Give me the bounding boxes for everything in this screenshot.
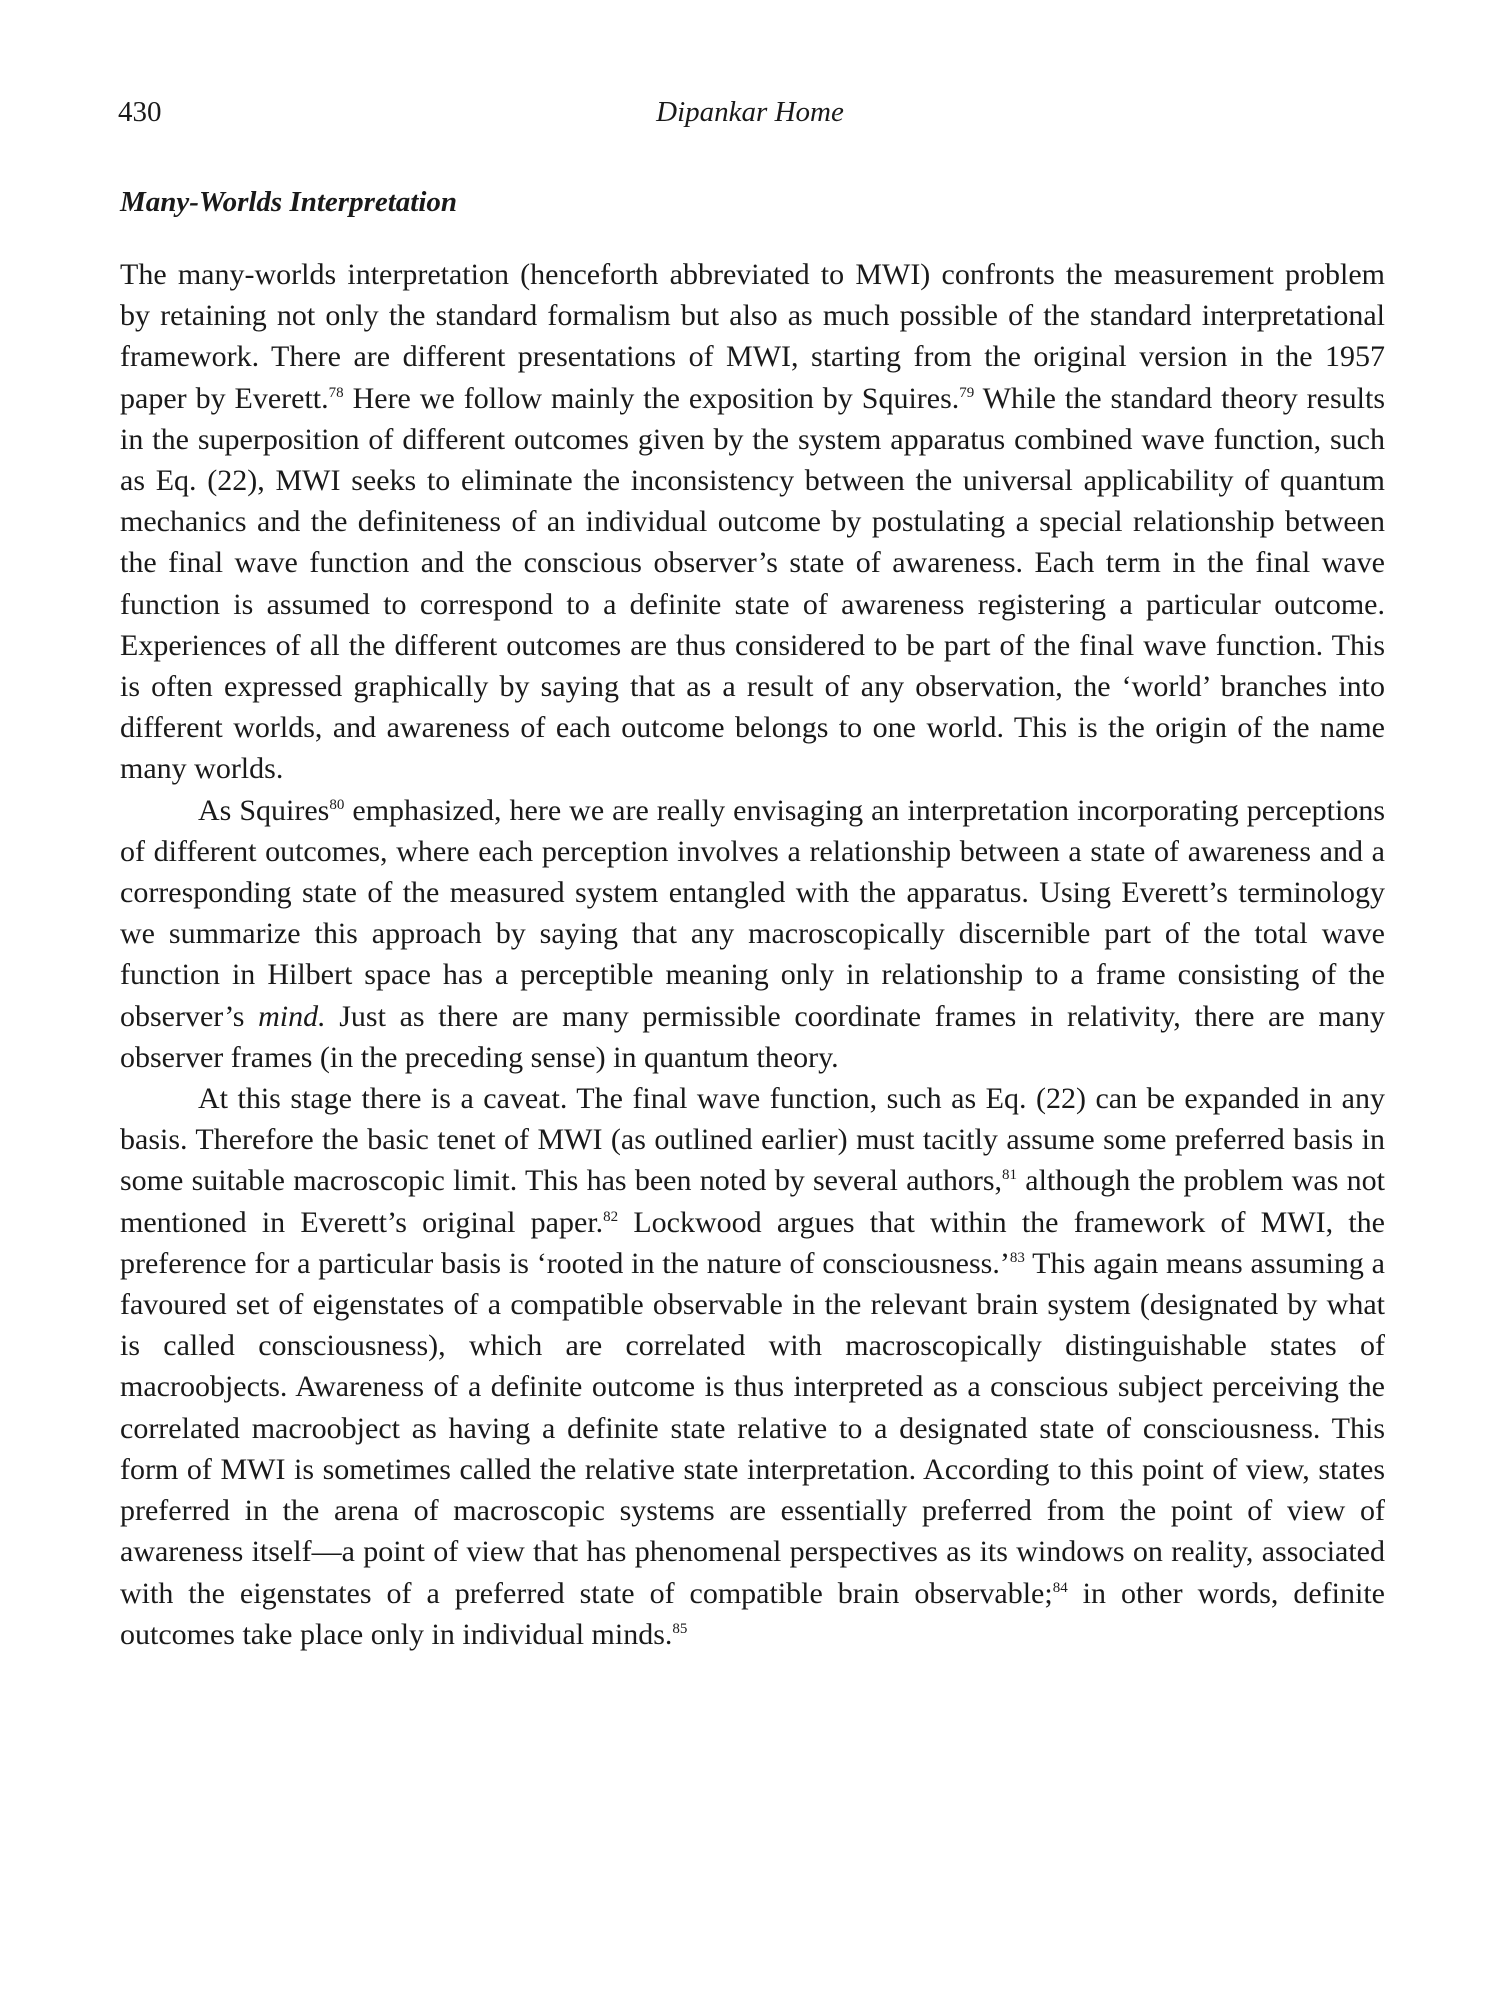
running-title: Dipankar Home	[656, 96, 844, 128]
footnote-ref-81: 81	[1002, 1167, 1018, 1184]
text-run: While the standard theory results in the superposition of different outcomes given by the system apparatus combined wave function, such as Eq. (22), MWI seeks to eliminate the inconsistency between the universal applicability of quantum mechanics and the definiteness of an individual outcome by postulating a special relationship between the final wave function and the conscious observer’s state of awareness. Each term in the final wave function is assumed to correspond to a definite state of awareness registering a particular outcome. Experiences of all the different outcomes are thus considered to be part of the final wave function. This is often expressed graphically by saying that as a result of any observation, the ‘world’ branches into different worlds, and awareness of each outcome belongs to one world. This is the origin of the name many worlds.	[120, 381, 1385, 786]
body-text	[120, 254, 1385, 1655]
footnote-ref-78: 78	[328, 384, 344, 401]
text-run: Just as there are many permissible coordinate frames in relativity, there are many observer frames (in the preceding sense) in quantum theory.	[120, 999, 1385, 1074]
text-run: At this stage there is a caveat. The final wave function, such as Eq. (22) can be expanded in any basis. Therefore the basic tenet of MWI (as outlined earlier) must tacitly assume some preferred basis in some suitable macroscopic limit. This has been noted by several authors,	[120, 1082, 1385, 1198]
running-head	[118, 96, 1382, 136]
text-run: As Squires	[198, 793, 330, 827]
emphasis-mind: mind.	[258, 999, 326, 1033]
text-run: The many-worlds interpretation (henceforth abbreviated to MWI) confronts the measurement problem by retaining not only the standard formalism but also as much possible of the standard interpretational framework. There are different presentations of MWI, starting from the original version in the 1957 paper by Everett.	[120, 258, 1385, 415]
footnote-ref-85: 85	[672, 1620, 688, 1637]
text-run: Here we follow mainly the exposition by Squires.	[343, 381, 960, 415]
text-run: Lockwood argues that within the framework of MWI, the preference for a particular basis is ‘rooted in the nature of consciousness.’	[120, 1205, 1385, 1280]
footnote-ref-84: 84	[1052, 1579, 1068, 1596]
text-run: although the problem was not mentioned in Everett’s original paper.	[120, 1164, 1386, 1239]
footnote-ref-83: 83	[1009, 1249, 1025, 1266]
text-run: This again means assuming a favoured set of eigenstates of a compatible observable in the relevant brain system (designated by what is called consciousness), which are correlated with macroscopically distinguishable states of macroobjects. Awareness of a definite outcome is thus interpreted as a conscious subject perceiving the correlated macroobject as having a definite state relative to a designated state of consciousness. This form of MWI is sometimes called the relative state interpretation. According to this point of view, states preferred in the arena of macroscopic systems are essentially preferred from the point of view of awareness itself—a point of view that has phenomenal perspectives as its windows on reality, associated with the eigenstates of a preferred state of compatible brain observable;	[120, 1246, 1385, 1610]
section-heading: Many-Worlds Interpretation	[120, 186, 458, 218]
page-number: 430	[118, 96, 162, 128]
footnote-ref-79: 79	[959, 384, 975, 401]
footnote-ref-82: 82	[603, 1208, 619, 1225]
paragraph-2	[120, 790, 1385, 1078]
footnote-ref-80: 80	[329, 796, 345, 813]
text-run: emphasized, here we are really envisaging an interpretation incorporating perceptions of different outcomes, where each perception involves a relationship between a state of awareness and a corresponding state of the measured system entangled with the apparatus. Using Everett’s terminology we summarize this approach by saying that any macroscopically discernible part of the total wave function in Hilbert space has a perceptible meaning only in relationship to a frame consisting of the observer’s	[120, 793, 1385, 1033]
paragraph-1	[120, 254, 1385, 790]
text-run: in other words, definite outcomes take place only in individual minds.	[120, 1576, 1385, 1651]
paragraph-3	[120, 1078, 1385, 1655]
